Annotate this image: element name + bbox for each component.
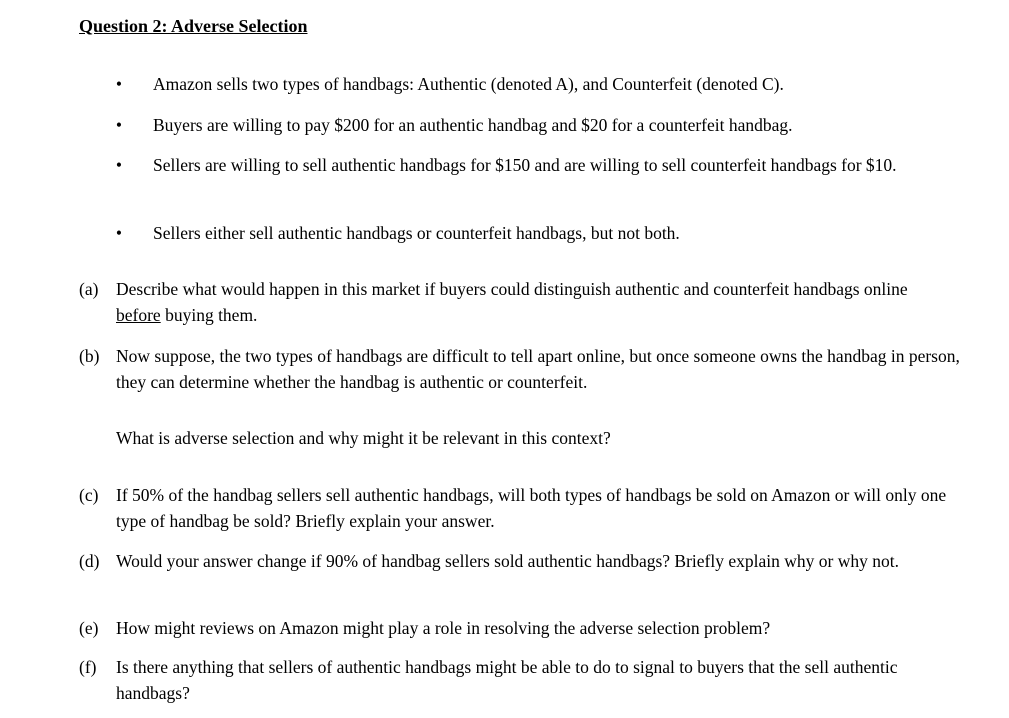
part-label: (a) (79, 279, 99, 299)
bullet-item (113, 152, 953, 178)
part-e (79, 615, 969, 641)
question-title: Question 2: Adverse Selection (79, 16, 308, 36)
bullet-icon: • (115, 115, 123, 135)
part-label: (f) (79, 657, 97, 677)
part-label: (e) (79, 618, 99, 638)
part-d (79, 548, 969, 574)
part-text: If 50% of the handbag sellers sell authentic handbags, will both types of handbags be sold on Amazon or will only one type of handbag be sold? Briefly explain your answer. (116, 485, 947, 531)
bullet-icon: • (115, 155, 123, 175)
part-b-followup (79, 425, 969, 451)
part-label: (d) (79, 551, 100, 571)
underlined-word: before (116, 305, 161, 325)
bullet-icon: • (115, 74, 123, 94)
bullet-text: Sellers are willing to sell authentic handbags for $150 and are willing to sell counterfeit handbags for $10. (153, 155, 897, 175)
part-text: Describe what would happen in this market if buyers could distinguish authentic and counterfeit handbags online before buying them. (116, 279, 908, 325)
part-text: How might reviews on Amazon might play a role in resolving the adverse selection problem? (116, 618, 771, 638)
bullet-text: Buyers are willing to pay $200 for an authentic handbag and $20 for a counterfeit handbag. (153, 115, 793, 135)
part-text: Is there anything that sellers of authentic handbags might be able to do to signal to buyers that the sell authentic handbags? (116, 657, 898, 703)
bullet-item (113, 112, 953, 138)
part-c (79, 482, 969, 534)
bullet-item (113, 220, 953, 246)
part-f (79, 654, 969, 706)
part-text: What is adverse selection and why might it be relevant in this context? (116, 428, 611, 448)
part-label: (c) (79, 485, 99, 505)
bullet-item (113, 71, 953, 97)
bullet-text: Amazon sells two types of handbags: Authentic (denoted A), and Counterfeit (denoted C). (153, 74, 784, 94)
bullet-icon: • (115, 223, 123, 243)
part-text: Now suppose, the two types of handbags are difficult to tell apart online, but once someone owns the handbag in person, they can determine whether the handbag is authentic or counterfeit. (116, 346, 960, 392)
part-a (79, 276, 969, 328)
part-b (79, 343, 969, 395)
part-text: Would your answer change if 90% of handbag sellers sold authentic handbags? Briefly explain why or why not. (116, 551, 899, 571)
bullet-text: Sellers either sell authentic handbags or counterfeit handbags, but not both. (153, 223, 680, 243)
part-label: (b) (79, 346, 100, 366)
